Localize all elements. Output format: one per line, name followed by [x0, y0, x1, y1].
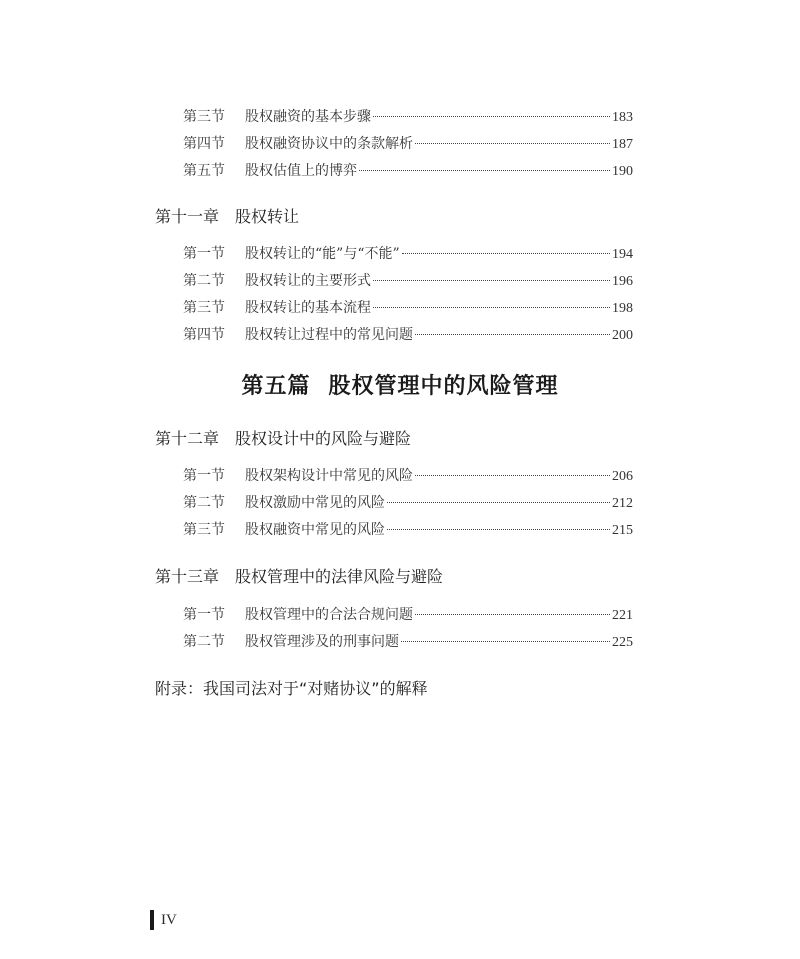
- toc-entry[interactable]: [183, 133, 633, 155]
- toc-entry[interactable]: [183, 324, 633, 346]
- section-number: 第四节: [183, 136, 225, 152]
- page-number: 190: [612, 164, 633, 179]
- toc-entry[interactable]: [183, 106, 633, 128]
- page-number: 198: [612, 301, 633, 316]
- chapter-title: 股权管理中的法律风险与避险: [235, 567, 444, 586]
- section-title: 股权转让的“能”与“不能”: [245, 246, 400, 262]
- page-number: 212: [612, 496, 633, 511]
- page-number: 206: [612, 469, 633, 484]
- section-title: 股权转让的主要形式: [245, 273, 371, 289]
- toc-entry[interactable]: [183, 519, 633, 541]
- page-number: 221: [612, 608, 633, 623]
- part-heading[interactable]: [0, 372, 800, 400]
- chapter-number: 第十一章: [155, 207, 220, 226]
- chapter-title: 股权转让: [235, 207, 300, 226]
- section-title: 股权融资中常见的风险: [245, 522, 385, 538]
- page-number: 183: [612, 110, 633, 125]
- chapter-heading[interactable]: [155, 206, 299, 228]
- dot-leader: [415, 614, 610, 615]
- chapter-title: 股权设计中的风险与避险: [235, 429, 412, 448]
- toc-entry[interactable]: [183, 243, 633, 265]
- dot-leader: [373, 280, 610, 281]
- section-number: 第五节: [183, 163, 225, 179]
- dot-leader: [387, 502, 610, 503]
- appendix-heading[interactable]: 附录：我国司法对于“对赌协议”的解释: [155, 679, 428, 698]
- section-title: 股权管理中的合法合规问题: [245, 607, 413, 623]
- toc-entry[interactable]: [183, 492, 633, 514]
- toc-entry[interactable]: [183, 160, 633, 182]
- section-number: 第二节: [183, 634, 225, 650]
- part-number: 第五篇: [241, 373, 311, 399]
- dot-leader: [401, 641, 610, 642]
- toc-entry[interactable]: [183, 270, 633, 292]
- toc-entry[interactable]: [183, 297, 633, 319]
- section-title: 股权估值上的博弈: [245, 163, 357, 179]
- dot-leader: [415, 475, 610, 476]
- section-title: 股权转让的基本流程: [245, 300, 371, 316]
- section-title: 股权架构设计中常见的风险: [245, 468, 413, 484]
- section-title: 股权转让过程中的常见问题: [245, 327, 413, 343]
- dot-leader: [387, 529, 610, 530]
- page-number: 194: [612, 247, 633, 262]
- section-number: 第三节: [183, 109, 225, 125]
- chapter-heading[interactable]: [155, 428, 411, 450]
- folio-number: IV: [161, 911, 177, 928]
- section-number: 第二节: [183, 273, 225, 289]
- dot-leader: [415, 334, 610, 335]
- chapter-number: 第十三章: [155, 567, 220, 586]
- section-number: 第三节: [183, 522, 225, 538]
- section-title: 股权融资的基本步骤: [245, 109, 371, 125]
- section-number: 第三节: [183, 300, 225, 316]
- margin-bar: [150, 910, 154, 930]
- page-footer: [150, 910, 177, 930]
- toc-entry[interactable]: [183, 465, 633, 487]
- section-number: 第一节: [183, 246, 225, 262]
- dot-leader: [359, 170, 610, 171]
- section-number: 第二节: [183, 495, 225, 511]
- page-number: 200: [612, 328, 633, 343]
- dot-leader: [373, 307, 610, 308]
- page-number: 196: [612, 274, 633, 289]
- section-number: 第一节: [183, 607, 225, 623]
- part-title: 股权管理中的风险管理: [328, 373, 559, 399]
- dot-leader: [402, 253, 610, 254]
- section-title: 股权激励中常见的风险: [245, 495, 385, 511]
- chapter-heading[interactable]: [155, 566, 443, 588]
- toc-entry[interactable]: [183, 631, 633, 653]
- section-number: 第四节: [183, 327, 225, 343]
- section-number: 第一节: [183, 468, 225, 484]
- page-number: 225: [612, 635, 633, 650]
- section-title: 股权融资协议中的条款解析: [245, 136, 413, 152]
- toc-entry[interactable]: [183, 604, 633, 626]
- page-number: 187: [612, 137, 633, 152]
- section-title: 股权管理涉及的刑事问题: [245, 634, 399, 650]
- chapter-number: 第十二章: [155, 429, 220, 448]
- page-number: 215: [612, 523, 633, 538]
- dot-leader: [415, 143, 610, 144]
- dot-leader: [373, 116, 610, 117]
